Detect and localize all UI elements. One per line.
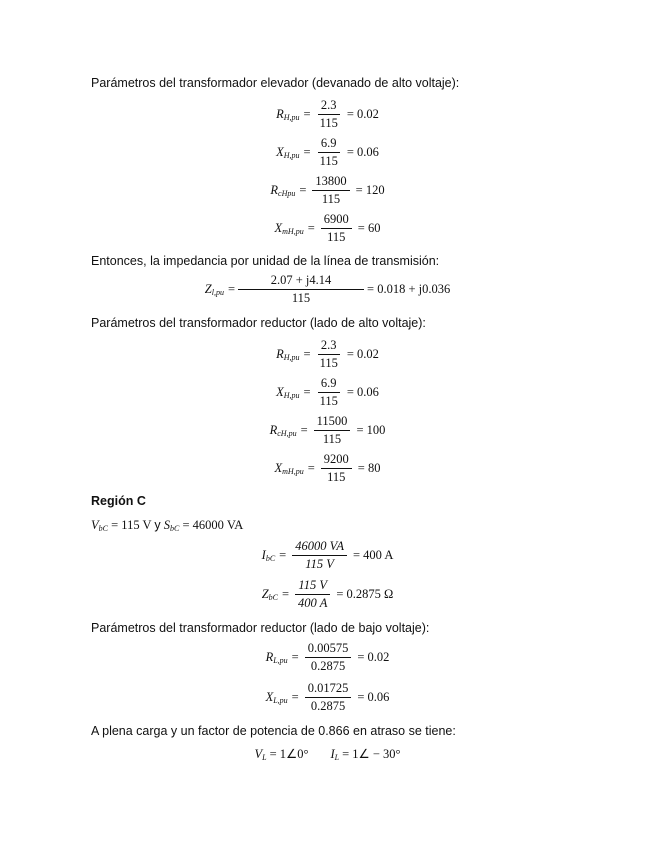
equation-zl-pu: $Z_{l,pu}$ = $\frac{2.07 + j4.14}{115}$ = 0.018 + j0.036 [204,273,451,305]
paragraph-line-impedance: Entonces, la impedancia por unidad de la línea de transmisión: [91,254,440,268]
equation-rch-pu-step-down: $R_{cH,pu}$ = $\frac{11500}{115}$ = 100 [269,414,386,446]
equation-xl-pu: $X_{L,pu}$ = $\frac{0.01725}{0.2875}$ = 0.06 [265,681,390,713]
equation-zbc: $Z_{bC}$ = $\frac{115 V}{400 A}$ = 0.2875 Ω [261,578,394,610]
equation-ibc: $I_{bC}$ = $\frac{46000 VA}{115 V}$ = 400 A [261,539,394,571]
equation-region-c-bases: $V_{bC} = 115$ V y $S_{bC} = 46000$ VA [91,518,244,533]
equation-rl-pu: $R_{L,pu}$ = $\frac{0.00575}{0.2875}$ = 0.02 [265,641,390,673]
heading-region-c: Región C [91,494,146,508]
equation-xmh-pu-step-up: $X_{mH,pu}$ = $\frac{6900}{115}$ = 60 [274,212,381,244]
equation-load-phasors: $V_L$ = 1∠0° $I_L$ = 1∠ − 30° [254,746,401,762]
equation-rh-pu-step-down: $R_{H,pu}$ = $\frac{2.3}{115}$ = 0.02 [276,338,379,370]
equation-rh-pu-step-up: $R_{H,pu}$ = $\frac{2.3}{115}$ = 0.02 [276,98,379,130]
paragraph-full-load: A plena carga y un factor de potencia de 0.866 en atraso se tiene: [91,724,456,738]
paragraph-step-down-high-params: Parámetros del transformador reductor (lado de alto voltaje): [91,316,426,330]
equation-xmh-pu-step-down: $X_{mH,pu}$ = $\frac{9200}{115}$ = 80 [274,452,381,484]
equation-rch-pu-step-up: $R_{cHpu}$ = $\frac{13800}{115}$ = 120 [270,174,385,206]
equation-xh-pu-step-up: $X_{H,pu}$ = $\frac{6.9}{115}$ = 0.06 [276,136,379,168]
paragraph-step-down-low-params: Parámetros del transformador reductor (lado de bajo voltaje): [91,621,430,635]
equation-xh-pu-step-down: $X_{H,pu}$ = $\frac{6.9}{115}$ = 0.06 [276,376,379,408]
paragraph-step-up-params: Parámetros del transformador elevador (devanado de alto voltaje): [91,76,460,90]
